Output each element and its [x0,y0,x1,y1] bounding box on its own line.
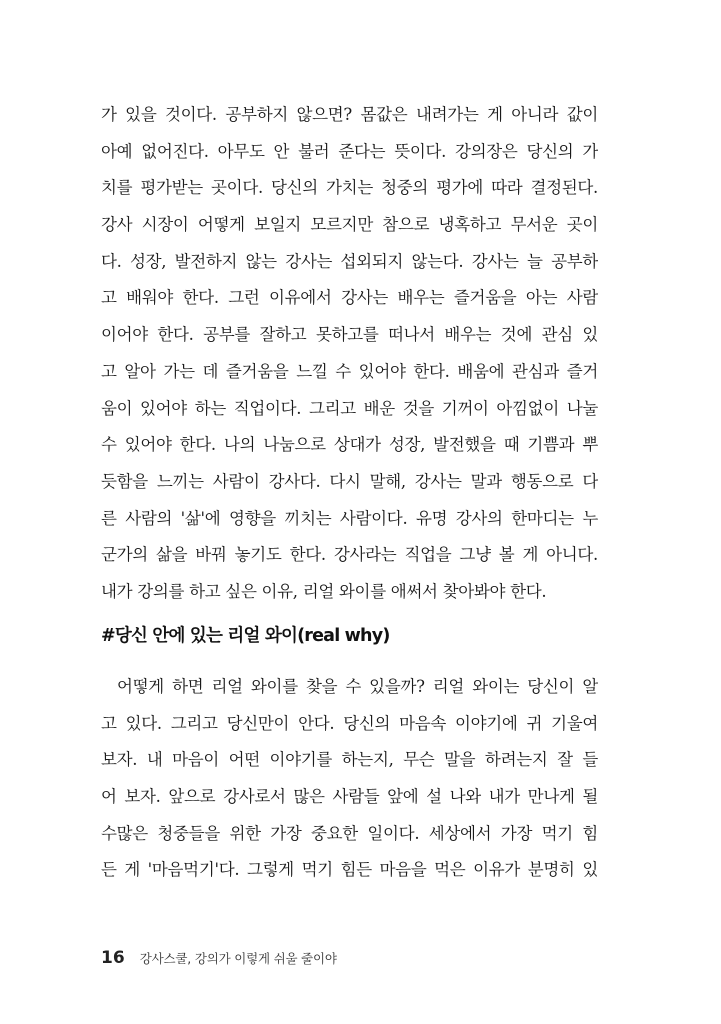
text-line: 이어야 한다. 공부를 잘하고 못하고를 떠나서 배우는 것에 관심 있 [101,325,598,345]
text-line: 아예 없어진다. 아무도 안 불러 준다는 뜻이다. 강의장은 당신의 가 [101,141,598,161]
text-line: 듯함을 느끼는 사람이 강사다. 다시 말해, 강사는 말과 행동으로 다 [101,471,598,491]
text-line: 보자. 내 마음이 어떤 이야기를 하는지, 무슨 말을 하려는지 잘 들 [101,750,598,770]
text-line: 고 배워야 한다. 그런 이유에서 강사는 배우는 즐거움을 아는 사람 [101,288,598,308]
running-title: 강사스쿨, 강의가 이렇게 쉬울 줄이야 [139,951,337,966]
text-line: 수많은 청중들을 위한 가장 중요한 일이다. 세상에서 가장 먹기 힘 [101,823,598,843]
text-line: 다. 성장, 발전하지 않는 강사는 섭외되지 않는다. 강사는 늘 공부하 [101,251,598,271]
text-line: 든 게 '마음먹기'다. 그렇게 먹기 힘든 마음을 먹은 이유가 분명히 있 [101,860,598,880]
paragraph-2 [101,669,598,889]
text-line: 고 알아 가는 데 즐거움을 느낄 수 있어야 한다. 배움에 관심과 즐거 [101,361,598,381]
text-line: 치를 평가받는 곳이다. 당신의 가치는 청중의 평가에 따라 결정된다. [101,178,598,198]
text-line: 강사 시장이 어떻게 보일지 모르지만 참으로 냉혹하고 무서운 곳이 [101,215,598,235]
text-line: 가 있을 것이다. 공부하지 않으면? 몸값은 내려가는 게 아니라 값이 [101,105,598,124]
text-line: 어떻게 하면 리얼 와이를 찾을 수 있을까? 리얼 와이는 당신이 알 [117,677,598,696]
text-line: 고 있다. 그리고 당신만이 안다. 당신의 마음속 이야기에 귀 기울여 [101,713,598,733]
page-footer [101,948,337,968]
text-line: 른 사람의 '삶'에 영향을 끼치는 사람이다. 유명 강사의 한마디는 누 [101,508,598,528]
text-line: 움이 있어야 하는 직업이다. 그리고 배운 것을 기꺼이 아낌없이 나눌 [101,398,598,418]
text-line: 내가 강의를 하고 싶은 이유, 리얼 와이를 애써서 찾아봐야 한다. [101,581,547,601]
text-line: 어 보자. 앞으로 강사로서 많은 사람들 앞에 설 나와 내가 만나게 될 [101,787,598,807]
paragraph-1 [101,97,598,611]
text-line: 군가의 삶을 바꿔 놓기도 한다. 강사라는 직업을 그냥 볼 게 아니다. [101,545,598,565]
section-heading: #당신 안에 있는 리얼 와이(real why) [101,626,390,646]
page-number: 16 [101,948,125,968]
text-line: 수 있어야 한다. 나의 나눔으로 상대가 성장, 발전했을 때 기쁨과 뿌 [101,435,598,455]
